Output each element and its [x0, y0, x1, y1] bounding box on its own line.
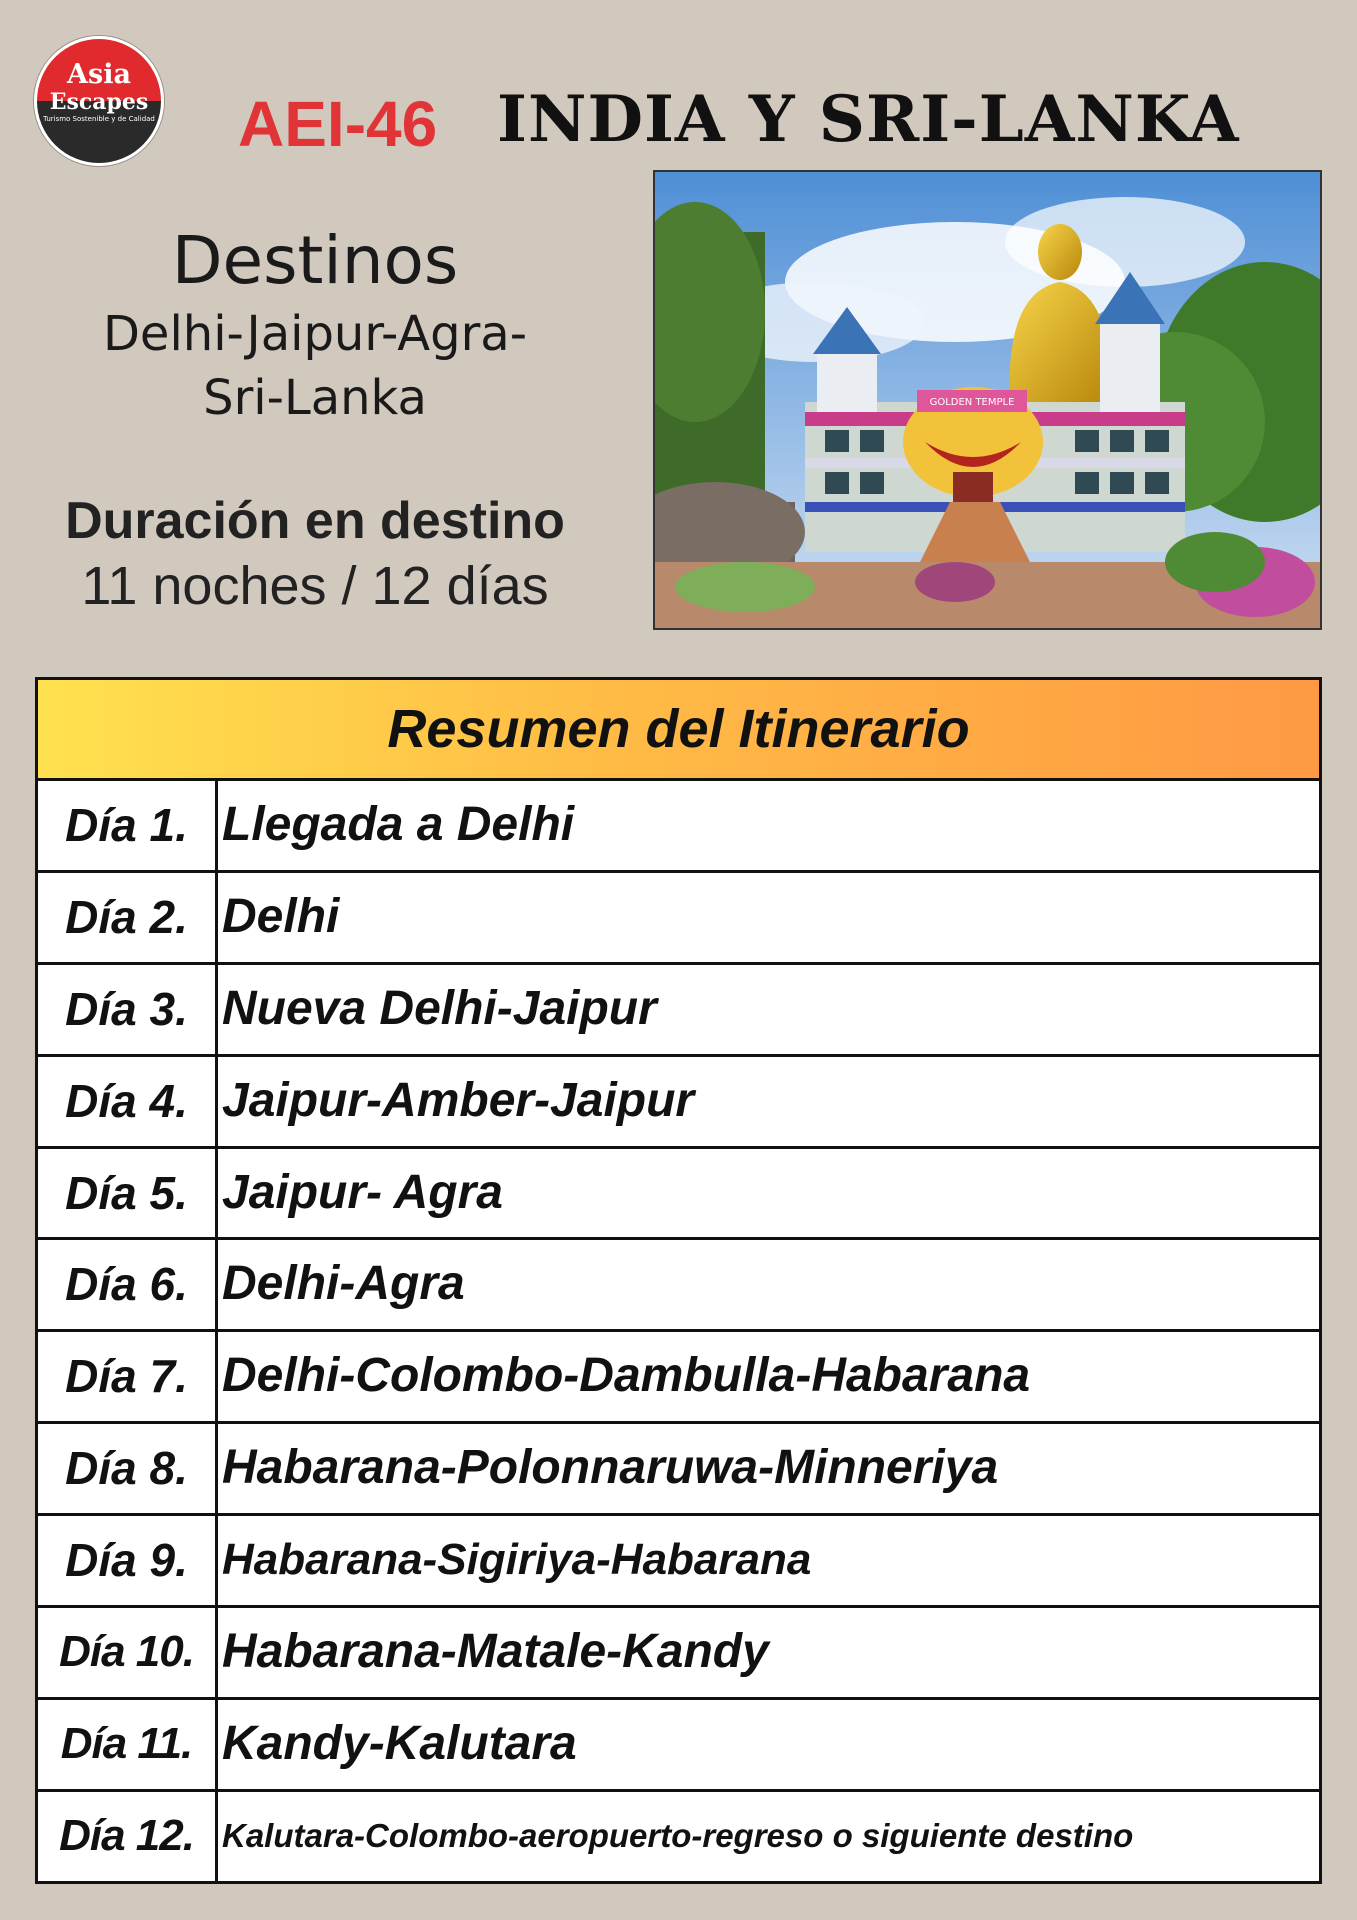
itinerary-day: Día 11. — [38, 1700, 218, 1789]
itinerary-day: Día 5. — [38, 1149, 218, 1238]
itinerary-route: Habarana-Matale-Kandy — [222, 1625, 769, 1679]
itinerary-day: Día 8. — [38, 1424, 218, 1513]
temple-sign-text: GOLDEN TEMPLE — [929, 397, 1015, 408]
itinerary-route: Kalutara-Colombo-aeropuerto-regreso o siguiente destino — [222, 1816, 1134, 1854]
itinerary-route: Nueva Delhi-Jaipur — [222, 981, 657, 1035]
destinations-list — [20, 302, 610, 430]
duration-value: 11 noches / 12 días — [81, 556, 549, 616]
itinerary-row — [38, 1057, 1319, 1149]
itinerary-day: Día 2. — [38, 873, 218, 962]
itinerary-route: Jaipur-Amber-Jaipur — [222, 1073, 695, 1127]
itinerary-route: Delhi-Colombo-Dambulla-Habarana — [222, 1349, 1031, 1403]
asia-escapes-logo — [34, 36, 164, 166]
logo-line-1: Asia — [67, 59, 131, 90]
logo-line-2: Escapes — [49, 89, 149, 115]
itinerary-row — [38, 1792, 1319, 1884]
itinerary-route: Delhi-Agra — [222, 1257, 465, 1311]
golden-temple-photo — [653, 170, 1322, 630]
itinerary-route: Habarana-Polonnaruwa-Minneriya — [222, 1441, 999, 1495]
itinerary-row — [38, 1149, 1319, 1241]
destinations-line-1: Delhi-Jaipur-Agra- — [102, 306, 528, 362]
itinerary-day: Día 12. — [38, 1792, 218, 1884]
itinerary-table — [35, 677, 1322, 1884]
duration-heading: Duración en destino — [65, 492, 565, 550]
itinerary-row — [38, 1424, 1319, 1516]
logo-tagline: Turismo Sostenible y de Calidad — [43, 115, 155, 123]
itinerary-route: Llegada a Delhi — [222, 798, 575, 851]
tour-code: AEI-46 — [238, 88, 438, 160]
itinerary-row — [38, 873, 1319, 965]
itinerary-row — [38, 1332, 1319, 1424]
itinerary-route: Delhi — [222, 889, 340, 943]
itinerary-row — [38, 1516, 1319, 1608]
itinerary-row — [38, 781, 1319, 873]
itinerary-day: Día 1. — [38, 781, 218, 870]
itinerary-day: Día 7. — [38, 1332, 218, 1421]
itinerary-day: Día 3. — [38, 965, 218, 1054]
itinerary-route: Jaipur- Agra — [222, 1165, 503, 1219]
itinerary-day: Día 4. — [38, 1057, 218, 1146]
itinerary-title: Resumen del Itinerario — [38, 680, 1319, 781]
itinerary-row — [38, 1240, 1319, 1332]
itinerary-route: Habarana-Sigiriya-Habarana — [222, 1535, 812, 1585]
itinerary-day: Día 6. — [38, 1240, 218, 1329]
itinerary-day: Día 10. — [38, 1608, 218, 1697]
itinerary-day: Día 9. — [38, 1516, 218, 1605]
page-title: INDIA Y SRI-LANKA — [497, 82, 1240, 157]
itinerary-row — [38, 1700, 1319, 1792]
destinations-heading: Destinos — [171, 222, 459, 299]
itinerary-row — [38, 1608, 1319, 1700]
itinerary-row — [38, 965, 1319, 1057]
itinerary-route: Kandy-Kalutara — [222, 1716, 577, 1770]
destinations-line-2: Sri-Lanka — [203, 370, 427, 426]
